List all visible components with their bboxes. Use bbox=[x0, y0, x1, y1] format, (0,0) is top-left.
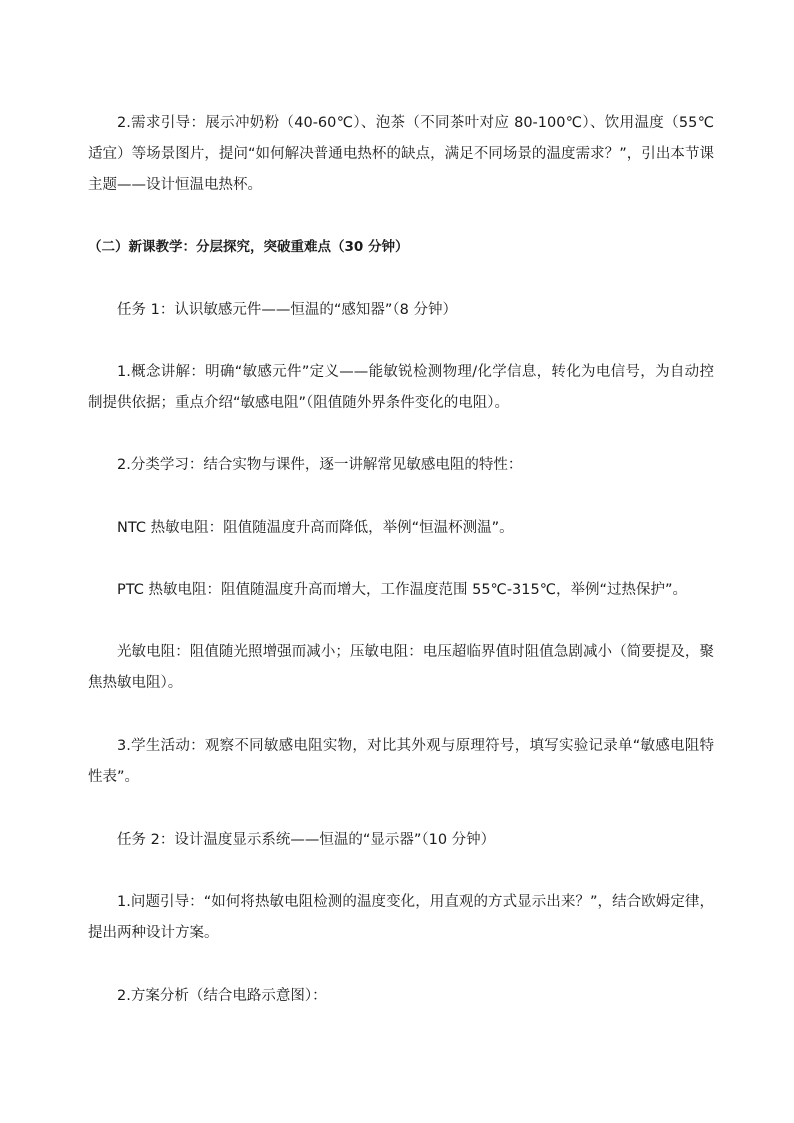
paragraph-scheme-analysis: 2.方案分析（结合电路示意图）： bbox=[117, 988, 327, 1004]
paragraph-problem-guide: 1.问题引导：“如何将热敏电阻检测的温度变化，用直观的方式显示出来？”，结合欧姆定律，提出两种设计方案。 bbox=[88, 894, 714, 941]
task-1-title: 任务 1：认识敏感元件——恒温的“感知器”（8 分钟） bbox=[117, 302, 457, 318]
paragraph-demand-guide: 2.需求引导：展示冲奶粉（40-60℃）、泡茶（不同茶叶对应 80-100℃）、饮用温度（55℃适宜）等场景图片，提问“如何解决普通电热杯的缺点，满足不同场景的温度需求？”，引出本节课主题——设计恒温电热杯。 bbox=[88, 115, 714, 193]
paragraph-student-activity: 3.学生活动：观察不同敏感电阻实物，对比其外观与原理符号，填写实验记录单“敏感电阻特性表”。 bbox=[88, 738, 714, 785]
paragraph-ptc: PTC 热敏电阻：阻值随温度升高而增大，工作温度范围 55℃-315℃，举例“过热保护”。 bbox=[117, 582, 688, 598]
paragraph-classification: 2.分类学习：结合实物与课件，逐一讲解常见敏感电阻的特性： bbox=[117, 457, 523, 473]
paragraph-concept: 1.概念讲解：明确“敏感元件”定义——能敏锐检测物理/化学信息，转化为电信号，为自动控制提供依据；重点介绍“敏感电阻”（阻值随外界条件变化的电阻）。 bbox=[88, 364, 714, 411]
task-2-title: 任务 2：设计温度显示系统——恒温的“显示器”（10 分钟） bbox=[117, 832, 496, 848]
paragraph-photoresistor: 光敏电阻：阻值随光照增强而减小；压敏电阻：电压超临界值时阻值急剧减小（简要提及，聚焦热敏电阻）。 bbox=[88, 644, 714, 691]
paragraph-ntc: NTC 热敏电阻：阻值随温度升高而降低，举例“恒温杯测温”。 bbox=[117, 520, 514, 536]
section-heading-new-lesson: （二）新课教学：分层探究，突破重难点（30 分钟） bbox=[88, 239, 409, 255]
